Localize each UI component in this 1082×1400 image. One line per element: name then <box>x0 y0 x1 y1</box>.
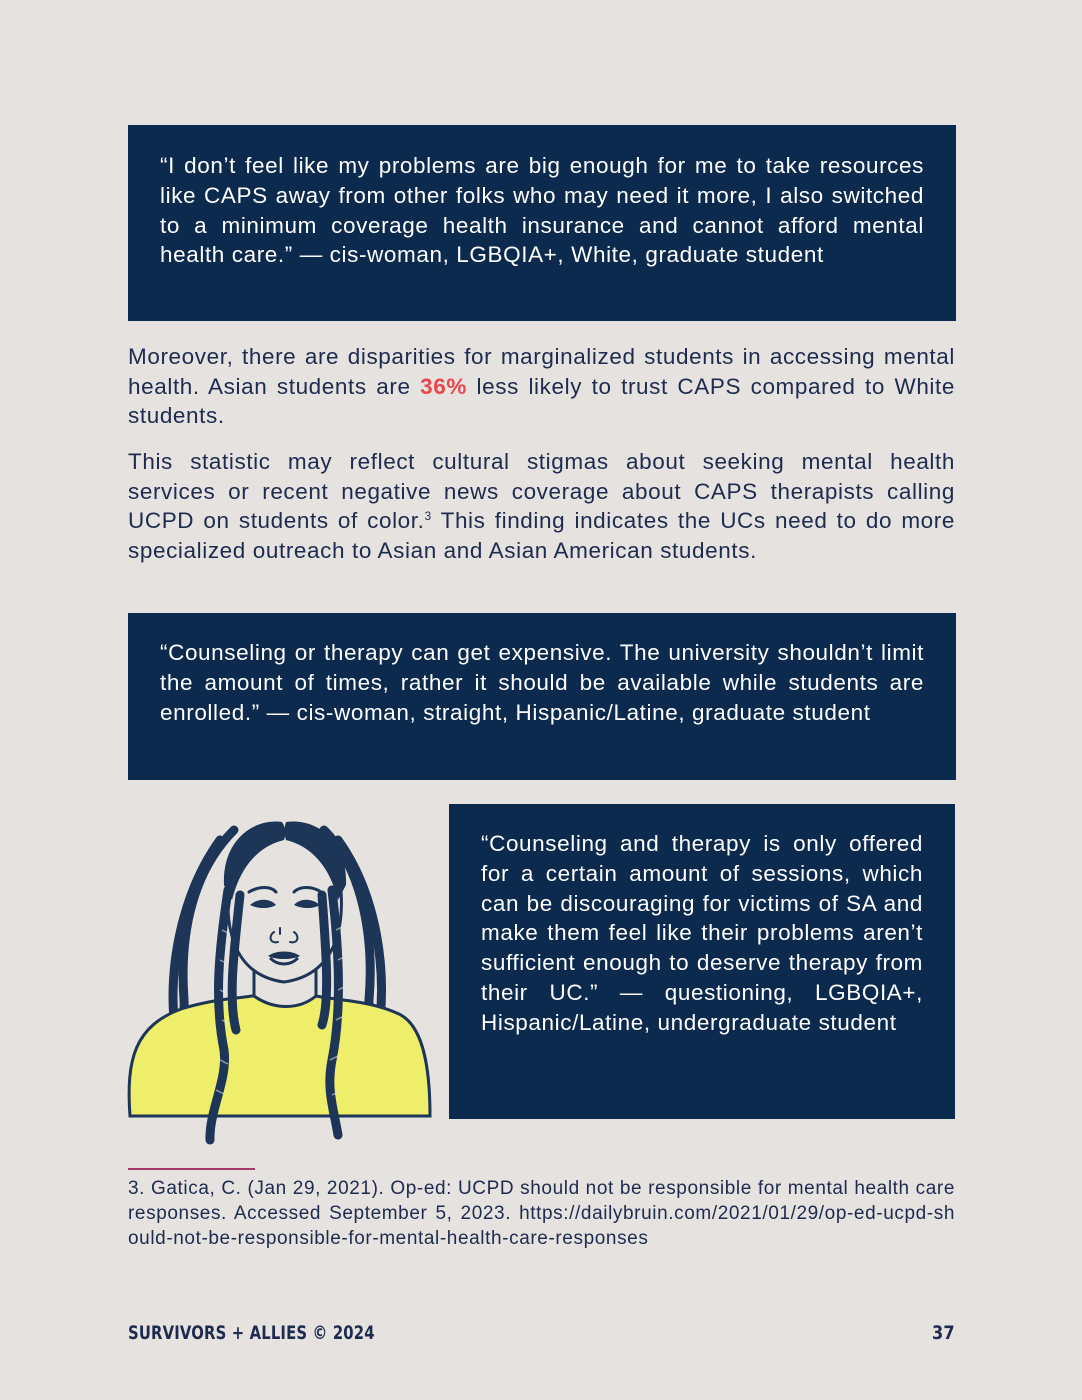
footnote-citation: 3. Gatica, C. (Jan 29, 2021). Op-ed: UCPD should not be responsible for mental health care responses. Accessed September 5, 2023. https://dailybruin.com/2021/01/29/op-ed-ucpd-should-not-be-responsible-for-mental-health-care-responses <box>128 1178 955 1250</box>
student-portrait-illustration <box>124 810 436 1145</box>
quote-box-2 <box>128 613 956 780</box>
quote-box-3 <box>449 804 955 1119</box>
quote-text-2: “Counseling or therapy can get expensive. The university shouldn’t limit the amount of times, rather it should be available while students are enrolled.” — cis-woman, straight, Hispanic/Latine, graduate student <box>160 640 924 725</box>
quote-text-1: “I don’t feel like my problems are big enough for me to take resources like CAPS away from other folks who may need it more, I also switched to a minimum coverage health insurance and cannot afford mental health care.” — cis-woman, LGBQIA+, White, graduate student <box>160 153 924 268</box>
paragraph-1-text-end: less likely to trust CAPS compared to White students. <box>128 373 955 429</box>
paragraph-2-text-end: This finding indicates the UCs need to do more specialized outreach to Asian and Asian American students. <box>128 508 955 563</box>
paragraph-disparities <box>128 342 955 431</box>
footnote-reference[interactable]: 3 <box>424 509 432 524</box>
shirt-shape <box>129 996 430 1116</box>
paragraph-statistic <box>128 447 955 565</box>
page-number: 37 <box>932 1322 955 1344</box>
quote-text-3: “Counseling and therapy is only offered for a certain amount of sessions, which can be discouraging for victims of SA and make them feel like their problems aren’t sufficient enough to deserve therapy from their UC.” — questioning, LGBQIA+, Hispanic/Latine, undergraduate student <box>481 831 923 1035</box>
footer-publication: SURVIVORS + ALLIES © 2024 <box>128 1322 375 1344</box>
paragraph-2-text: This statistic may reflect cultural stigmas about seeking mental health services or recent negative news coverage about CAPS therapists calling UCPD on students of color. <box>128 449 955 534</box>
statistic-highlight: 36% <box>420 373 467 399</box>
footnote-divider <box>128 1168 255 1170</box>
paragraph-1-text: Moreover, there are disparities for marginalized students in accessing mental health. Asian students are <box>128 344 955 399</box>
quote-box-1 <box>128 125 956 321</box>
